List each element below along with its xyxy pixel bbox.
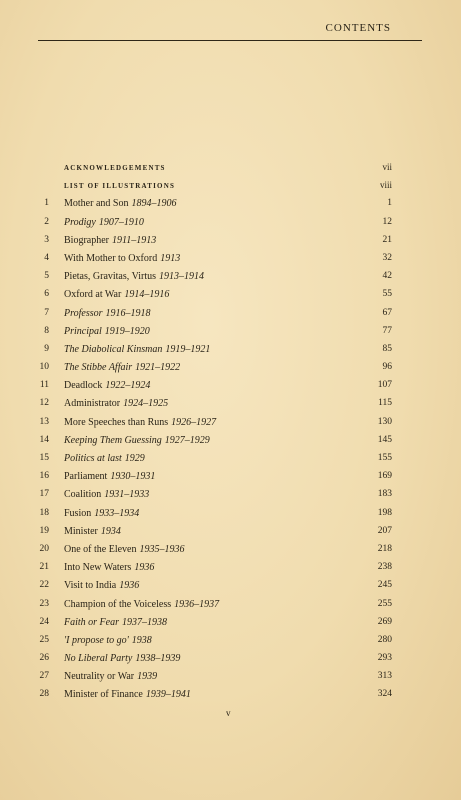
toc-entry-chapter[interactable] [0,398,461,416]
chapter-title [64,653,180,664]
chapter-title-text: Champion of the Voiceless [64,598,172,610]
chapter-page: 96 [382,362,392,373]
chapter-title [64,380,150,391]
chapter-number: 11 [39,380,49,391]
chapter-years: 1907–1910 [98,216,144,228]
chapter-years: 1919–1920 [104,325,150,337]
chapter-page: 293 [377,653,392,664]
toc-entry-chapter[interactable] [0,344,461,362]
chapter-title-text: Mother and Son [64,198,129,210]
toc-entry-chapter[interactable] [0,580,461,598]
chapter-title-text: Professor [64,307,103,319]
chapter-title-text: The Stibbe Affair [64,362,133,374]
chapter-page: 269 [377,616,392,627]
chapter-title-text: Neutrality or War [64,671,135,683]
chapter-page: 218 [377,543,392,554]
chapter-title-text: Keeping Them Guessing [64,434,162,446]
chapter-title-text: Minister [64,525,98,537]
chapter-page: 324 [377,689,392,700]
chapter-page: 245 [377,580,392,591]
toc-entry-chapter[interactable] [0,689,461,707]
chapter-title-text: Principal [64,325,102,337]
chapter-page: 238 [377,562,392,573]
toc-entry-chapter[interactable] [0,308,461,326]
toc-entry-chapter[interactable] [0,217,461,235]
chapter-number: 4 [44,252,49,263]
chapter-title-text: Prodigy [64,216,96,228]
page-folio: v [226,708,231,718]
toc-entry-chapter[interactable] [0,380,461,398]
toc-entry-chapter[interactable] [0,635,461,653]
chapter-number: 14 [39,434,49,445]
chapter-number: 7 [44,307,49,318]
chapter-years: 1936–1937 [174,598,220,610]
chapter-years: 1936 [119,580,140,592]
chapter-years: 1929 [124,453,145,464]
chapter-title-text: Politics at last [64,453,122,464]
chapter-number: 8 [44,325,49,336]
chapter-years: 1930–1931 [110,471,156,483]
chapter-years: 1921–1922 [135,362,181,374]
chapter-title-text: Minister of Finance [64,689,143,701]
chapter-page: 55 [382,289,392,300]
toc-entry-chapter[interactable] [0,435,461,453]
chapter-page: 145 [377,434,392,445]
chapter-page: 130 [377,416,392,427]
chapter-title-text: Visit to India [64,580,117,592]
chapter-page: 169 [377,471,392,482]
chapter-page: 107 [377,380,392,391]
chapter-number: 21 [39,562,49,573]
chapter-years: 1935–1936 [139,543,185,555]
toc-entry-chapter[interactable] [0,198,461,216]
entry-page: vii [382,162,392,172]
toc-entry-chapter[interactable] [0,653,461,671]
chapter-number: 28 [39,689,49,700]
chapter-page: 183 [377,489,392,500]
chapter-title-text: Coalition [64,489,102,501]
chapter-title [64,417,216,428]
chapter-page: 42 [382,271,392,282]
running-head: CONTENTS [325,22,391,34]
toc-entry-chapter[interactable] [0,253,461,271]
toc-entry-chapter[interactable] [0,362,461,380]
chapter-page: 85 [382,343,392,354]
chapter-years: 1939 [137,671,158,683]
chapter-title-text: More Speeches than Runs [64,416,169,428]
chapter-page: 67 [382,307,392,318]
chapter-page: 155 [377,453,392,463]
toc-entry-chapter[interactable] [0,562,461,580]
chapter-title [64,508,139,519]
chapter-years: 1913–1914 [158,271,204,283]
chapter-page: 255 [377,598,392,609]
toc-entry-chapter[interactable] [0,617,461,635]
chapter-title-text: Faith or Fear [64,616,119,628]
chapter-page: 21 [382,234,392,245]
chapter-title [64,580,139,591]
chapter-page: 77 [382,325,392,336]
toc-entry-chapter[interactable] [0,453,461,471]
chapter-page: 1 [387,198,392,209]
chapter-years: 1931–1933 [104,489,150,501]
chapter-title-text: No Liberal Party [64,653,133,665]
chapter-years: 1934 [100,525,121,537]
chapter-title-text: 'I propose to go' [64,634,129,646]
chapter-number: 19 [39,525,49,536]
chapter-title [64,398,168,409]
chapter-list [0,198,461,707]
chapter-title [64,362,180,373]
chapter-years: 1922–1924 [105,380,151,392]
chapter-title-text: The Diabolical Kinsman [64,343,163,355]
chapter-title [64,689,191,700]
chapter-years: 1914–1916 [124,289,170,301]
chapter-title [64,489,149,500]
chapter-number: 10 [39,362,49,373]
toc-entry-list-of-illustrations[interactable] [0,180,461,198]
chapter-title [64,235,156,246]
chapter-years: 1938–1939 [135,653,181,665]
chapter-years: 1933–1934 [94,507,140,519]
chapter-years: 1911–1913 [112,234,157,246]
toc-entry-chapter[interactable] [0,671,461,689]
chapter-number: 18 [39,507,49,518]
chapter-number: 17 [39,489,49,500]
chapter-title-text: One of the Eleven [64,543,137,555]
chapter-title [64,453,145,464]
entry-title: ACKNOWLEDGEMENTS [64,164,166,172]
toc-entry-chapter[interactable] [0,599,461,617]
chapter-title [64,562,154,573]
chapter-years: 1937–1938 [122,616,167,628]
chapter-title [64,671,157,682]
chapter-title [64,617,167,628]
chapter-number: 24 [39,616,49,627]
chapter-title [64,471,155,482]
chapter-number: 2 [44,216,49,227]
chapter-title [64,599,219,610]
toc-entry-chapter[interactable] [0,471,461,489]
chapter-number: 23 [39,598,49,609]
chapter-number: 27 [39,671,49,682]
chapter-title [64,308,151,319]
chapter-number: 15 [39,453,49,463]
toc-entry-chapter[interactable] [0,271,461,289]
toc-entry-chapter[interactable] [0,235,461,253]
toc-entry-acknowledgements[interactable] [0,162,461,180]
chapter-title [64,253,180,264]
chapter-years: 1938 [131,634,152,646]
chapter-years: 1927–1929 [164,434,210,446]
toc-entry-chapter[interactable] [0,417,461,435]
toc-entry-chapter[interactable] [0,508,461,526]
chapter-years: 1916–1918 [105,307,151,319]
chapter-page: 32 [382,252,392,263]
chapter-page: 207 [377,525,392,536]
table-of-contents [0,162,461,708]
chapter-years: 1913 [160,252,181,264]
chapter-title [64,271,204,282]
chapter-title-text: Deadlock [64,380,103,392]
chapter-number: 26 [39,653,49,664]
chapter-title [64,635,152,646]
chapter-title-text: Parliament [64,471,108,483]
chapter-title-text: Pietas, Gravitas, Virtus [64,271,156,283]
chapter-title-text: Fusion [64,507,92,519]
chapter-title [64,326,150,337]
chapter-number: 5 [44,271,49,282]
chapter-years: 1919–1921 [165,343,211,355]
chapter-page: 280 [377,634,392,645]
chapter-number: 1 [44,198,49,209]
chapter-number: 3 [44,234,49,245]
chapter-number: 20 [39,543,49,554]
chapter-number: 13 [39,416,49,427]
toc-entry-chapter[interactable] [0,526,461,544]
chapter-page: 198 [377,507,392,518]
chapter-number: 9 [44,343,49,354]
chapter-title-text: With Mother to Oxford [64,252,158,264]
chapter-title-text: Administrator [64,398,121,410]
entry-page: viii [379,180,392,191]
chapter-title [64,289,169,300]
chapter-years: 1939–1941 [145,689,191,701]
chapter-years: 1924–1925 [123,398,169,410]
toc-entry-chapter[interactable] [0,326,461,344]
toc-entry-chapter[interactable] [0,489,461,507]
chapter-page: 12 [382,216,392,227]
chapter-years: 1926–1927 [171,416,217,428]
chapter-title-text: Biographer [64,234,109,246]
chapter-title [64,544,184,555]
chapter-title [64,217,144,228]
entry-title: LIST OF ILLUSTRATIONS [64,182,176,191]
chapter-title [64,526,121,537]
chapter-number: 25 [39,634,49,645]
chapter-number: 12 [39,398,49,409]
toc-entry-chapter[interactable] [0,544,461,562]
chapter-number: 16 [39,471,49,482]
chapter-page: 115 [378,398,392,409]
chapter-number: 22 [39,580,49,591]
toc-entry-chapter[interactable] [0,289,461,307]
chapter-page: 313 [377,671,392,682]
chapter-title [64,344,210,355]
chapter-title-text: Oxford at War [64,289,122,301]
chapter-title [64,198,176,209]
header-rule [38,40,422,41]
chapter-number: 6 [44,289,49,300]
chapter-years: 1894–1906 [131,198,177,210]
chapter-title-text: Into New Waters [64,562,132,574]
chapter-years: 1936 [134,562,155,574]
chapter-title [64,435,210,446]
